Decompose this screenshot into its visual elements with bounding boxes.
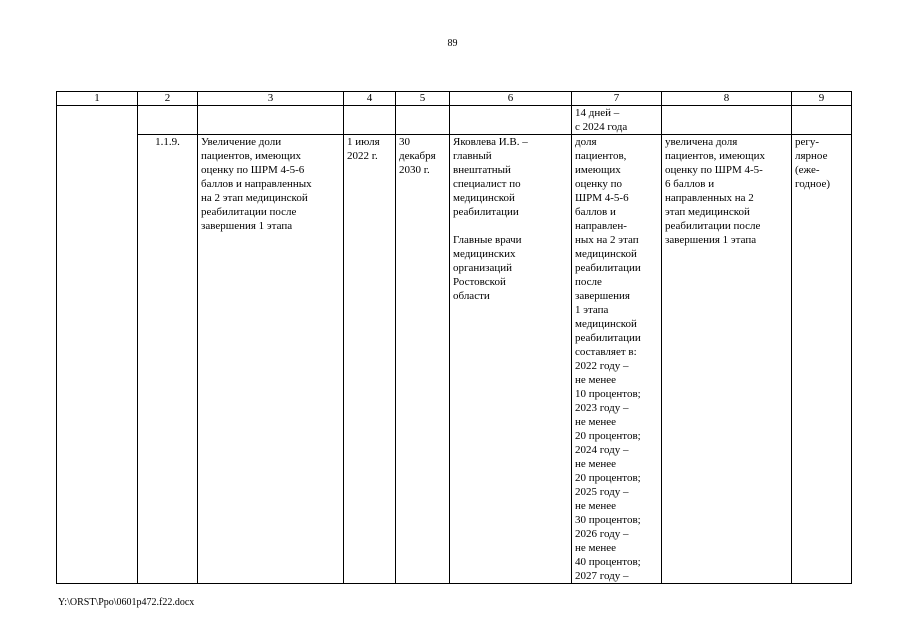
empty-cell [450, 106, 572, 135]
text-line: 1 этапа [575, 304, 609, 316]
text-line: с 2024 года [575, 121, 628, 133]
text-line: 14 дней – [575, 107, 620, 119]
text-line: пациентов, имеющих [201, 150, 301, 162]
text-line: завершения 1 этапа [665, 234, 757, 246]
text-line: 10 процентов; [575, 388, 641, 400]
row-number-cell: 1.1.9. [138, 135, 198, 584]
text-line: 30 [399, 136, 410, 148]
page-number: 89 [447, 38, 458, 49]
text-line: регу- [795, 136, 820, 148]
text-line: оценку по [575, 178, 622, 190]
text-line: не менее [575, 500, 617, 512]
text-line: ных на 2 этап [575, 234, 639, 246]
empty-cell [57, 106, 138, 584]
text-line: 6 баллов и [665, 178, 715, 190]
header-cell: 9 [792, 92, 852, 106]
text-line: направленных на 2 [665, 192, 754, 204]
text-line: реабилитации [575, 262, 641, 274]
text-line: реабилитации после [665, 220, 761, 232]
text-line: реабилитации [575, 332, 641, 344]
continuation-row [57, 106, 852, 135]
main-table [56, 91, 852, 584]
text-line: 30 процентов; [575, 514, 641, 526]
text-line: 40 процентов; [575, 556, 641, 568]
text-line: пациентов, [575, 150, 627, 162]
empty-cell [344, 106, 396, 135]
text-line: увеличена доля [665, 136, 738, 148]
text-line: главный [453, 150, 492, 162]
header-cell: 8 [662, 92, 792, 106]
text-line: Увеличение доли [201, 136, 282, 148]
text-line: специалист по [453, 178, 521, 190]
text-line: 2026 году – [575, 528, 629, 540]
file-path-footer: Y:\ORST\Ppo\0601p472.f22.docx [58, 597, 195, 608]
text-line: (еже- [795, 164, 820, 176]
header-cell: 7 [572, 92, 662, 106]
text-line: 2025 году – [575, 486, 629, 498]
empty-cell [662, 106, 792, 135]
text-line: этап медицинской [665, 206, 750, 218]
text-line: медицинских [453, 248, 516, 260]
text-line: не менее [575, 458, 617, 470]
indicator-cell [572, 135, 662, 584]
result-cell [662, 135, 792, 584]
text-line: завершения [575, 290, 630, 302]
text-line: медицинской [575, 248, 637, 260]
text-line: составляет в: [575, 346, 637, 358]
continued-indicator-cell [572, 106, 662, 135]
paragraph-gap [453, 219, 568, 233]
text-line: доля [575, 136, 597, 148]
text-line: 2023 году – [575, 402, 629, 414]
text-line: на 2 этап медицинской [201, 192, 308, 204]
text-line: декабря [399, 150, 436, 162]
text-line: ШРМ 4-5-6 [575, 192, 629, 204]
header-cell: 5 [396, 92, 450, 106]
end-date-cell [396, 135, 450, 584]
header-row [57, 92, 852, 106]
text-line: 1 июля [347, 136, 380, 148]
text-line: Ростовской [453, 276, 506, 288]
text-line: 2030 г. [399, 164, 430, 176]
empty-cell [198, 106, 344, 135]
text-line: завершения 1 этапа [201, 220, 293, 232]
text-line: медицинской [453, 192, 515, 204]
text-line: реабилитации после [201, 206, 297, 218]
text-line: 2024 году – [575, 444, 629, 456]
text-line: области [453, 290, 490, 302]
text-line: баллов и направленных [201, 178, 312, 190]
start-date-cell [344, 135, 396, 584]
empty-cell [792, 106, 852, 135]
periodicity-cell [792, 135, 852, 584]
responsible-cell [450, 135, 572, 584]
text-line: не менее [575, 416, 617, 428]
text-line: реабилитации [453, 206, 519, 218]
text-line: после [575, 276, 602, 288]
text-line: Яковлева И.В. – [453, 136, 528, 148]
text-line: не менее [575, 374, 617, 386]
measure-title-cell [198, 135, 344, 584]
header-cell: 3 [198, 92, 344, 106]
text-line: медицинской [575, 318, 637, 330]
header-cell: 1 [57, 92, 138, 106]
text-line: Главные врачи [453, 234, 522, 246]
text-line: 20 процентов; [575, 472, 641, 484]
text-line: не менее [575, 542, 617, 554]
text-line: имеющих [575, 164, 621, 176]
text-line: внештатный [453, 164, 511, 176]
header-cell: 4 [344, 92, 396, 106]
text-line: 20 процентов; [575, 430, 641, 442]
text-line: оценку по ШРМ 4-5-6 [201, 164, 305, 176]
text-line: оценку по ШРМ 4-5- [665, 164, 763, 176]
text-line: 2022 году – [575, 360, 629, 372]
text-line: баллов и [575, 206, 616, 218]
text-line: организаций [453, 262, 513, 274]
table-row [57, 135, 852, 584]
text-line: направлен- [575, 220, 627, 232]
text-line: пациентов, имеющих [665, 150, 765, 162]
text-line: лярное [795, 150, 828, 162]
text-line: годное) [795, 178, 831, 190]
header-cell: 6 [450, 92, 572, 106]
empty-cell [396, 106, 450, 135]
text-line: 2022 г. [347, 150, 378, 162]
header-cell: 2 [138, 92, 198, 106]
empty-cell [138, 106, 198, 135]
text-line: 2027 году – [575, 570, 629, 582]
